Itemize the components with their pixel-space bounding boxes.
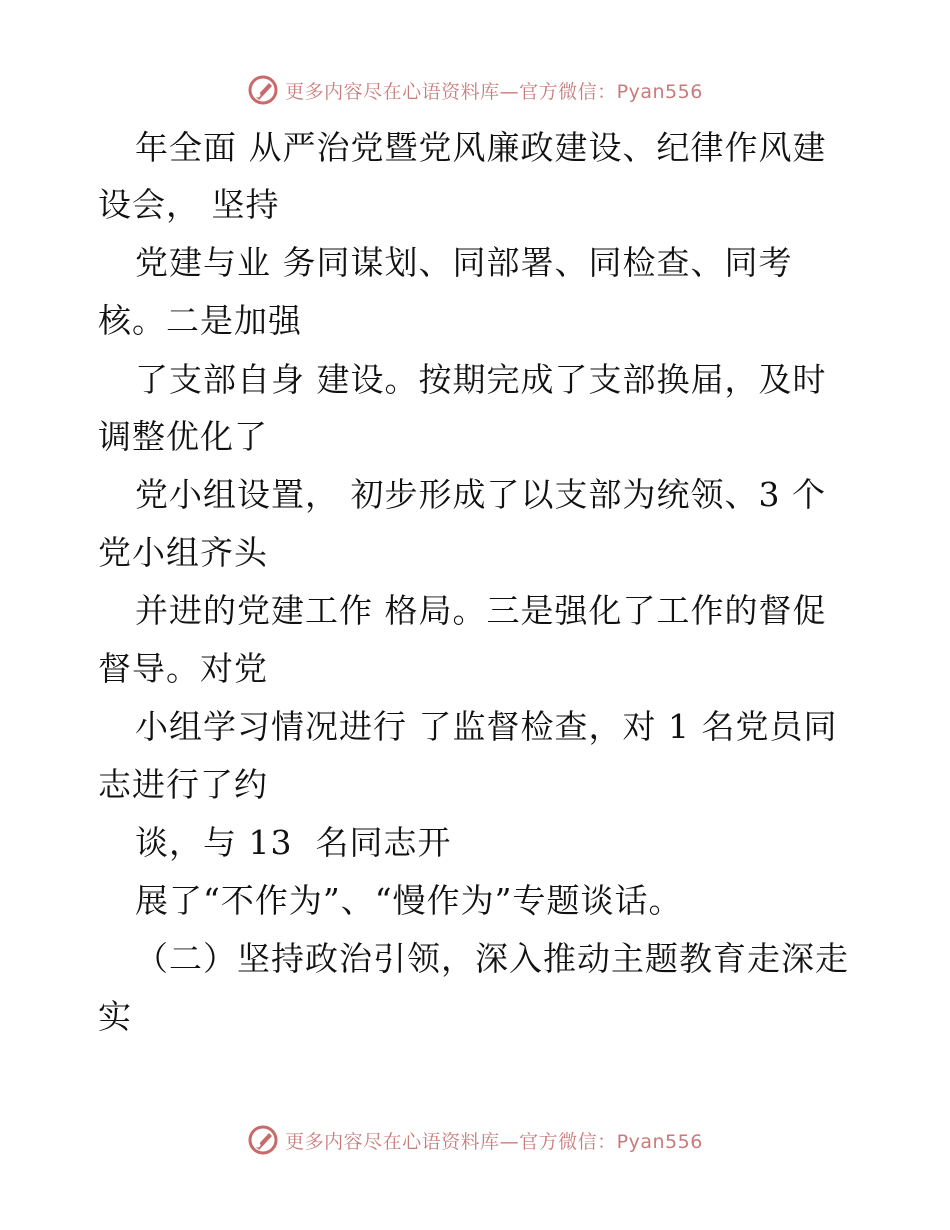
paragraph-line: 谈，与 13 名同志开 [135,823,452,862]
paragraph-line: 展了“不作为”、“慢作为”专题谈话。 [135,881,683,920]
paragraph-line: 党小组齐头 [98,533,268,572]
paragraph-line: 党建与业 务同谋划、同部署、同检查、同考 [135,243,793,282]
paragraph-line: 并进的党建工作 格局。三是强化了工作的督促 [135,591,827,630]
watermark-text: 更多内容尽在心语资料库—官方微信：Pyan556 [285,80,703,103]
pen-logo-icon [247,1124,279,1156]
watermark-text: 更多内容尽在心语资料库—官方微信：Pyan556 [285,1130,703,1153]
paragraph-line: 小组学习情况进行 了监督检查，对 1 名党员同 [135,707,838,746]
paragraph-line: 实 [98,997,132,1036]
paragraph-line: 督导。对党 [98,649,268,688]
paragraph-line: 党小组设置， 初步形成了以支部为统领、3 个 [135,475,826,514]
paragraph-line: 年全面 从严治党暨党风廉政建设、纪律作风建 [135,128,827,167]
paragraph-line: 调整优化了 [98,417,268,456]
paragraph-line: 志进行了约 [98,765,268,804]
section-heading: （二）坚持政治引领，深入推动主题教育走深走 [135,939,849,978]
footer-watermark [0,1120,950,1160]
paragraph-line: 核。二是加强 [98,301,302,340]
paragraph-line: 设会， 坚持 [98,185,280,224]
header-watermark [0,70,950,110]
paragraph-line: 了支部自身 建设。按期完成了支部换届，及时 [135,360,827,399]
pen-logo-icon [247,74,279,106]
